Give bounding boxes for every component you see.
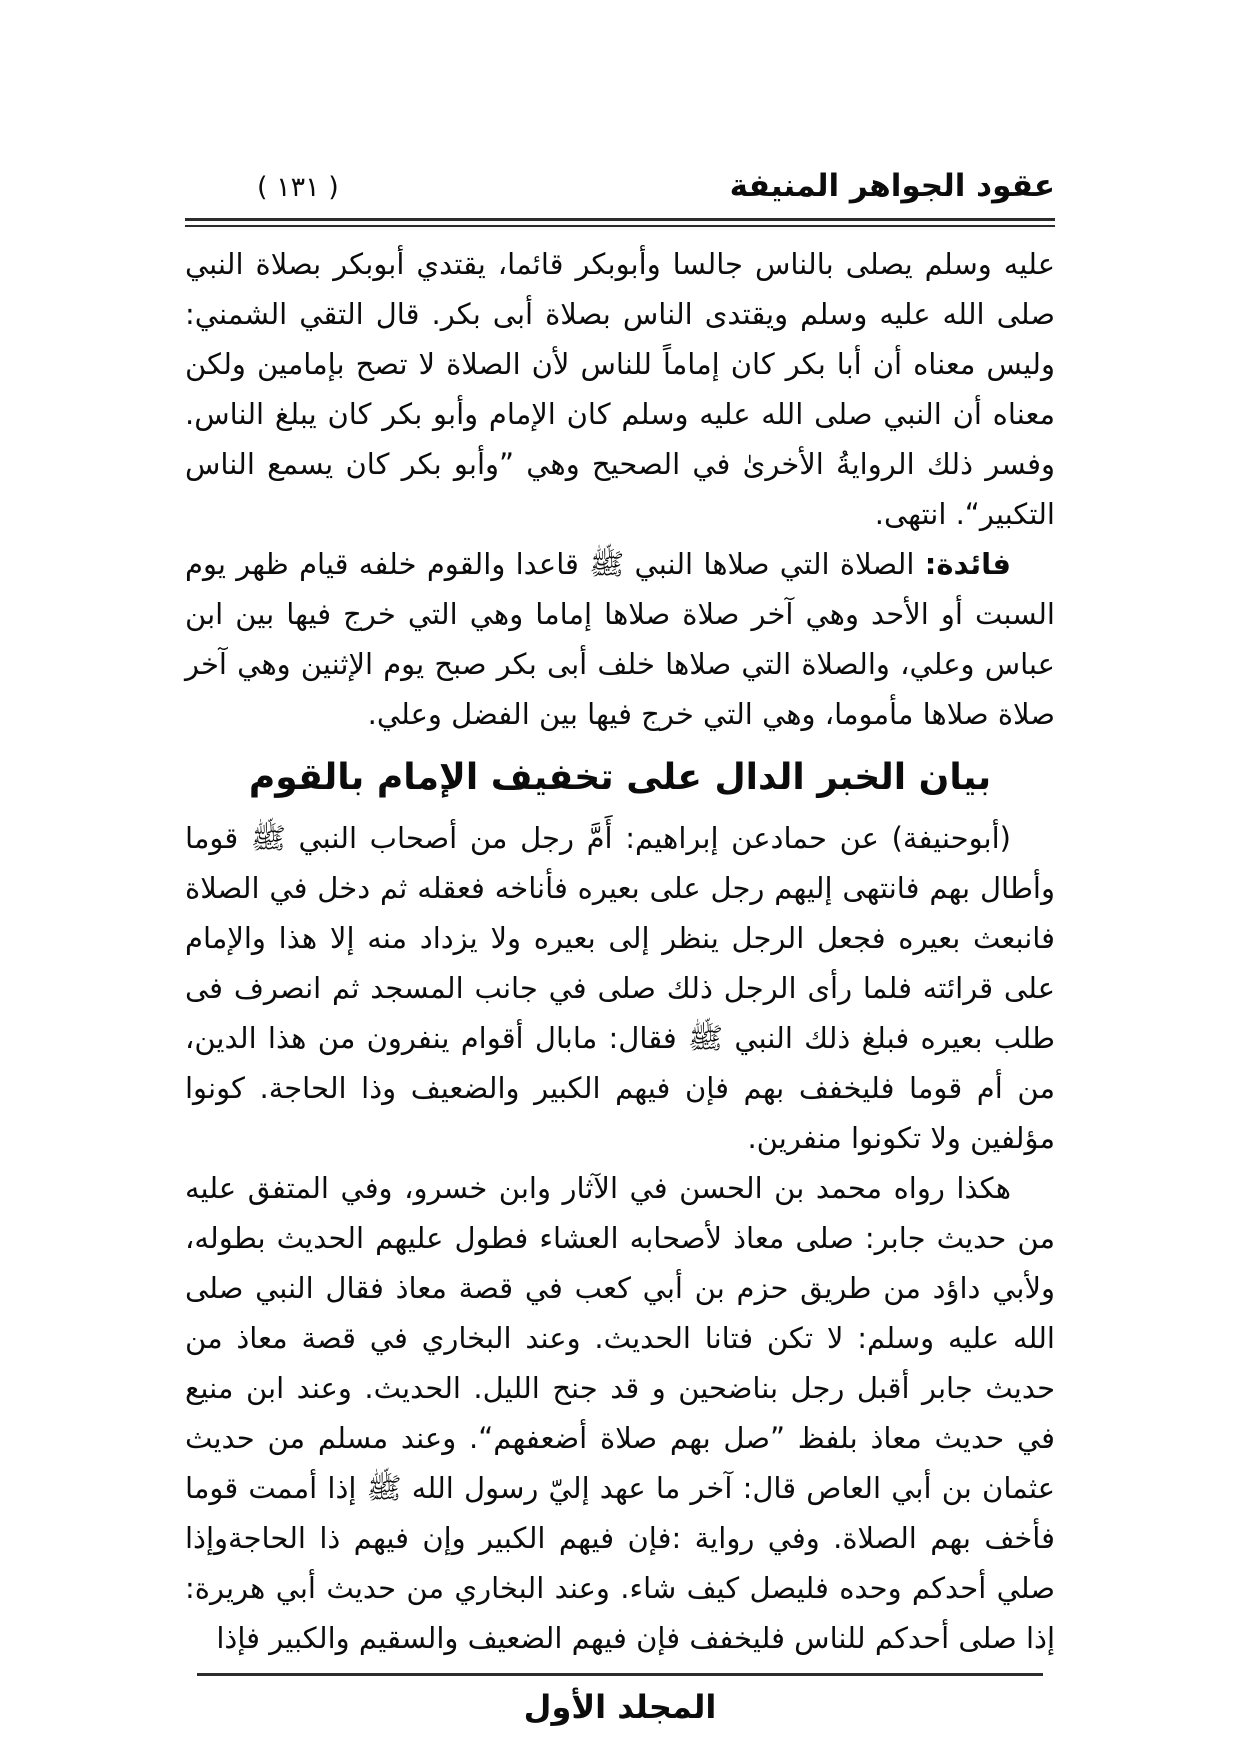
paragraph-narration (185, 813, 1055, 1163)
paragraph-faida (185, 539, 1055, 739)
paragraph-commentary (185, 1163, 1055, 1663)
paragraph-continuation (185, 239, 1055, 539)
footer-rule (197, 1673, 1043, 1676)
paragraph-text: الصلاة التي صلاها النبي ﷺ قاعدا والقوم خلفه قيام ظهر يوم السبت أو الأحد وهي آخر صلاة صلاها إماما وهي التي خرج فيها بين ابن عباس وعلي، والصلاة التي صلاها خلف أبى بكر صبح يوم الإثنين وهي آخر صلاة صلاها مأموما، وهي التي خرج فيها بين الفضل وعلي. (185, 547, 1055, 731)
paragraph-text: (أبوحنيفة) عن حمادعن إبراهيم: أَمَّ رجل من أصحاب النبي ﷺ قوما وأطال بهم فانتهى إليهم رجل على بعيره فأناخه فعقله ثم دخل في الصلاة فانبعث بعيره فجعل الرجل ينظر إلى بعيره ولا يزداد منه إلا هذا والإمام على قرائته فلما رأى الرجل ذلك صلى في جانب المسجد ثم انصرف فى طلب بعيره فبلغ ذلك النبي ﷺ فقال: مابال أقوام ينفرون من هذا الدين، من أم قوما فليخفف بهم فإن فيهم الكبير والضعيف وذا الحاجة. كونوا مؤلفين ولا تكونوا منفرين. (185, 821, 1055, 1155)
header-rule (185, 218, 1055, 227)
section-heading: بيان الخبر الدال على تخفيف الإمام بالقوم (248, 757, 992, 798)
volume-label: المجلد الأول (523, 1688, 717, 1726)
paragraph-lead: فائدة: (924, 547, 1012, 581)
page-number: ( ١٣١ ) (257, 172, 339, 203)
page-body (185, 239, 1055, 1663)
page-header (185, 168, 1055, 204)
page-footer (185, 1673, 1055, 1726)
paragraph-text: هكذا رواه محمد بن الحسن في الآثار وابن خسرو، وفي المتفق عليه من حديث جابر: صلى معاذ لأصحابه العشاء فطول عليهم الحديث بطوله، ولأبي داؤد من طريق حزم بن أبي كعب في قصة معاذ فقال النبي صلى الله عليه وسلم: لا تكن فتانا الحديث. وعند البخاري في قصة معاذ من حديث جابر أقبل رجل بناضحين و قد جنح الليل. الحديث. وعند ابن منيع في حديث معاذ بلفظ ”صل بهم صلاة أضعفهم“. وعند مسلم من حديث عثمان بن أبي العاص قال: آخر ما عهد إليّ رسول الله ﷺ إذا أممت قوما فأخف بهم الصلاة. وفي رواية :فإن فيهم الكبير وإن فيهم ذا الحاجةوإذا صلي أحدكم وحده فليصل كيف شاء. وعند البخاري من حديث أبي هريرة: إذا صلى أحدكم للناس فليخفف فإن فيهم الضعيف والسقيم والكبير فإذا (185, 1171, 1055, 1655)
paragraph-text: عليه وسلم يصلى بالناس جالسا وأبوبكر قائما، يقتدي أبوبكر بصلاة النبي صلى الله عليه وسلم ويقتدى الناس بصلاة أبى بكر. قال التقي الشمني: وليس معناه أن أبا بكر كان إماماً للناس لأن الصلاة لا تصح بإمامين ولكن معناه أن النبي صلى الله عليه وسلم كان الإمام وأبو بكر كان يبلغ الناس. وفسر ذلك الروايةُ الأخرىٰ في الصحيح وهي ”وأبو بكر كان يسمع الناس التكبير“. انتهى. (185, 247, 1055, 531)
book-title: عقود الجواهر المنيفة (729, 168, 1055, 204)
